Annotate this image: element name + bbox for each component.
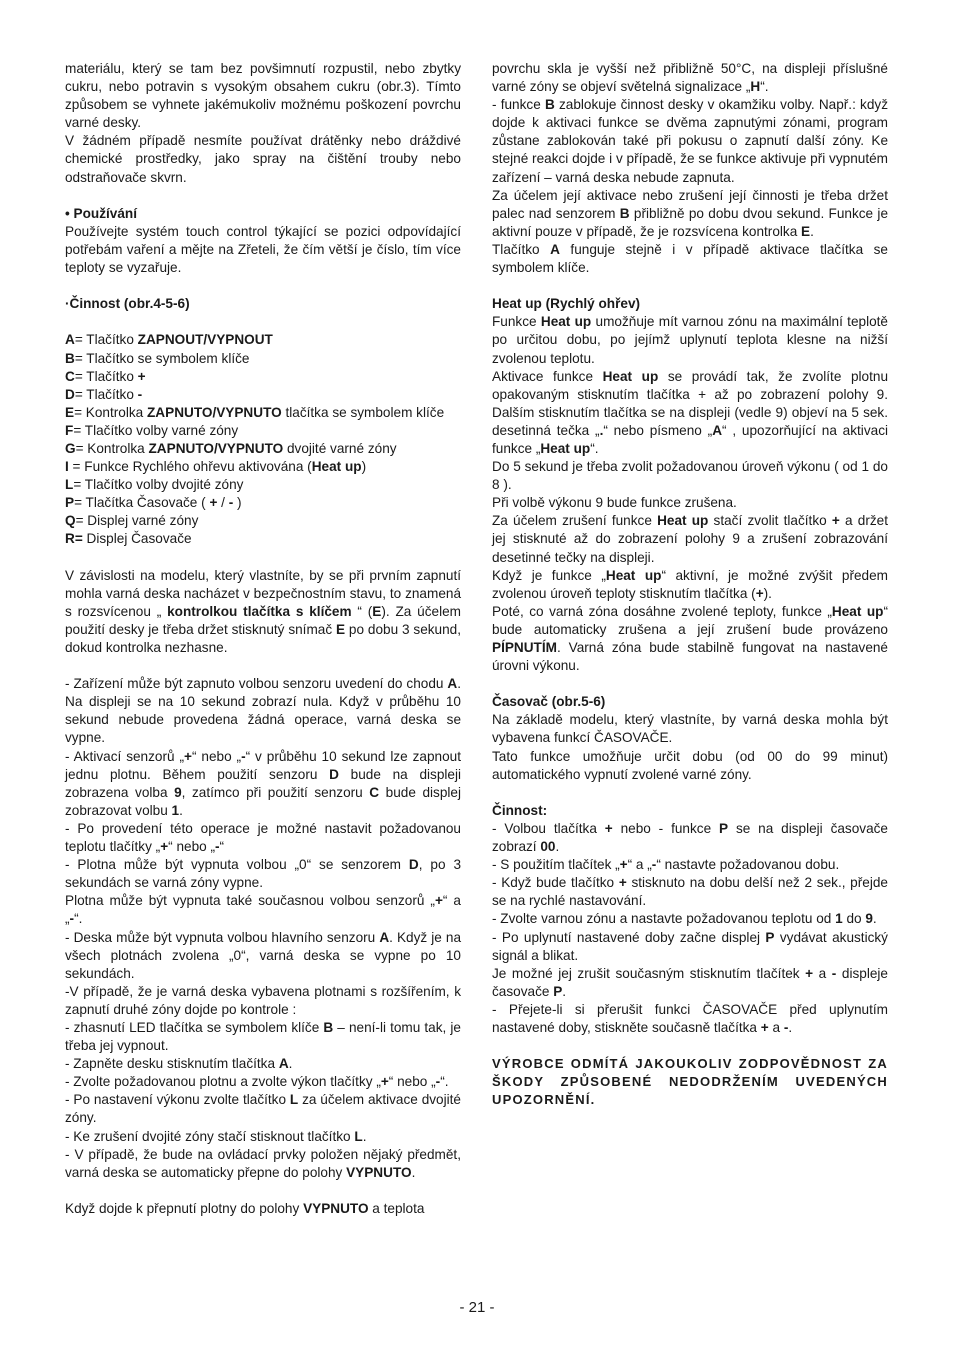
paragraph: materiálu, který se tam bez povšimnutí rozpustil, nebo zbytky cukru, nebo potravin s vysokým obsahem cukru (obr.3). Tímto způsobem se vyhnete jakémukoliv možnému poškození povrchu varné desky. (65, 61, 461, 131)
paragraph: - Zvolte požadovanou plotnu a zvolte výkon tlačítky „+“ nebo „-“. (65, 1074, 449, 1090)
paragraph-spacer (65, 549, 461, 567)
paragraph: F= Tlačítko volby varné zóny (65, 422, 239, 438)
paragraph-spacer (65, 187, 461, 205)
paragraph-spacer (65, 657, 461, 675)
paragraph: -V případě, že je varná deska vybavena plotnami s rozšířením, k zapnutí druhé zóny dojde po kontrole : (65, 983, 461, 1017)
paragraph: Do 5 sekund je třeba zvolit požadovanou úroveň výkonu ( od 1 do 8 ). (492, 459, 888, 493)
paragraph-spacer (492, 784, 888, 802)
paragraph: • Používání (65, 205, 137, 221)
paragraph-spacer (492, 1037, 888, 1055)
paragraph: Když dojde k přepnutí plotny do polohy VYPNUTO a teplota (65, 1200, 425, 1216)
left-column (65, 60, 461, 1218)
paragraph: - Plotna může být vypnuta volbou „0“ se senzorem D, po 3 sekundách se varná zóny vypne. (65, 857, 461, 891)
right-column (492, 60, 888, 1109)
paragraph-spacer (65, 1182, 461, 1200)
paragraph: Činnost: (492, 802, 548, 818)
paragraph: Časovač (obr.5-6) (492, 694, 606, 710)
paragraph: - Ke zrušení dvojité zóny stačí stisknout tlačítko L. (65, 1128, 367, 1144)
paragraph-spacer (492, 277, 888, 295)
page-number: - 21 - (459, 1299, 495, 1316)
paragraph: Používejte systém touch control týkající se pozici odpovídající potřebám vaření a mějte na Zřeteli, že čím větší je číslo, tím více teploty se vyzařuje. (65, 223, 461, 276)
warning-notice: VÝROBCE ODMÍTÁ JAKOUKOLIV ZODPOVĚDNOST ZA ŠKODY ZPŮSOBENÉ NEDODRŽENÍM UVEDENÝCH UPOZORNĚNÍ. (492, 1056, 888, 1108)
paragraph: - S použitím tlačítek „+“ a „-“ nastavte požadovanou dobu. (492, 857, 840, 873)
paragraph: - V případě, že bude na ovládací prvky položen nějaký předmět, varná deska se automaticky přepne do polohy VYPNUTO. (65, 1146, 461, 1180)
paragraph: - Zařízení může být zapnuto volbou senzoru uvedení do chodu A. Na displeji se na 10 sekund zobrazí nula. Když v průběhu 10 sekund nebude provedena žádná operace, varná deska se vypne. (65, 676, 461, 746)
paragraph: P= Tlačítka Časovače ( + / - ) (65, 495, 242, 511)
paragraph: Tlačítko A funguje stejně i v případě aktivace tlačítka se symbolem klíče. (492, 241, 888, 276)
paragraph: Plotna může být vypnuta také současnou volbou senzorů „+“ a „-“. (65, 893, 461, 927)
paragraph: - Po uplynutí nastavené doby začne displej P vydávat akustický signál a blikat. (492, 929, 888, 963)
paragraph: - Když bude tlačítko + stisknuto na dobu delší než 2 sek., přejde se na rychlé nastavování. (492, 875, 888, 909)
paragraph: I = Funkce Rychlého ohřevu aktivována (Heat up) (65, 459, 367, 475)
paragraph: - Přejete-li si přerušit funkci ČASOVAČE před uplynutím nastavené doby, stiskněte současně tlačítka + a -. (492, 1001, 888, 1035)
paragraph: ·Činnost (obr.4-5-6) (65, 296, 190, 312)
paragraph: Když je funkce „Heat up“ aktivní, je možné zvýšit předem zvolenou úroveň teploty stisknutím tlačítka (+). (492, 567, 888, 601)
paragraph: - funkce B zablokuje činnost desky v okamžiku volby. Např.: když dojde k aktivaci funkce se dvěma zapnutými zónami, program zůstane zablokován také při pokusu o zapnutí další zóny. Ke stejné reakci dojde i v případě, že se funkce aktivuje při vypnutém zařízení – varná deska nebude zapnuta. (492, 97, 888, 185)
paragraph: - zhasnutí LED tlačítka se symbolem klíče B – není-li tomu tak, je třeba jej vypnout. (65, 1019, 461, 1054)
paragraph: C= Tlačítko + (65, 368, 146, 384)
paragraph: R= Displej Časovače (65, 531, 192, 547)
paragraph: V závislosti na modelu, který vlastníte, by se při prvním zapnutí mohla varná deska nacházet v bezpečnostním stavu, to znamená s rozsvícenou „ kontrolkou tlačítka s klíčem “ (E). Za účelem použití desky je třeba držet stisknutý snímač E po dobu 3 sekund, dokud kontrolka nezhasne. (65, 567, 462, 655)
paragraph: Za účelem zrušení funkce Heat up stačí zvolit tlačítko + a držet jej stisknuté až do zobrazení polohy 9 a zrušení zobrazování desetinné tečky na displeji. (492, 513, 888, 565)
paragraph: L= Tlačítko volby dvojité zóny (65, 477, 244, 493)
paragraph: B= Tlačítko se symbolem klíče (65, 350, 250, 366)
paragraph-spacer (65, 277, 461, 295)
paragraph: E= Kontrolka ZAPNUTO/VYPNUTO tlačítka se symbolem klíče (65, 404, 445, 420)
paragraph: V žádném případě nesmíte používat drátěnky nebo dráždivé chemické prostředky, jako spray na čištění trouby nebo odstraňovače skvrn. (65, 133, 461, 185)
paragraph: - Zvolte varnou zónu a nastavte požadovanou teplotu od 1 do 9. (492, 911, 877, 927)
paragraph: Aktivace funkce Heat up se provádí tak, že zvolíte plotnu opakovaným stisknutím tlačítka + až po zobrazení polohy 9. Dalším stisknutím tlačítka se na displeji (vedle 9) objeví na 5 sek. desetinná tečka „.“ nebo písmeno „A“ , upozorňující na aktivaci funkce „Heat up“. (492, 368, 889, 456)
paragraph: D= Tlačítko - (65, 386, 143, 402)
paragraph: - Po provedení této operace je možné nastavit požadovanou teplotu tlačítky „+“ nebo „-“ (65, 820, 461, 855)
paragraph-spacer (65, 313, 461, 331)
paragraph: Poté, co varná zóna dosáhne zvolené teploty, funkce „Heat up“ bude automaticky zrušena a její zrušení bude provázeno PÍPNUTÍM. Varná zóna bude stabilně fungovat na nastavené úrovni výkonu. (492, 603, 888, 674)
paragraph: G= Kontrolka ZAPNUTO/VYPNUTO dvojité varné zóny (65, 440, 397, 456)
paragraph: Heat up (Rychlý ohřev) (492, 296, 641, 312)
paragraph: Q= Displej varné zóny (65, 513, 199, 529)
paragraph: Je možné jej zrušit současným stisknutím tlačítek + a - displeje časovače P. (492, 965, 888, 999)
paragraph: Funkce Heat up umožňuje mít varnou zónu na maximální teplotě po určitou dobu, po jejímž uplynutí teplota klesne na nižší zvolenou teplotu. (492, 314, 888, 366)
paragraph: - Deska může být vypnuta volbou hlavního senzoru A. Když je na všech plotnách zvolena „0“, varná deska se vypne po 10 sekundách. (65, 929, 462, 981)
paragraph: Za účelem její aktivace nebo zrušení její činnosti je třeba držet palec nad senzorem B přibližně po dobu dvou sekund. Funkce je aktivní pouze v případě, že je rozsvícena kontrolka E. (492, 187, 889, 239)
paragraph: Při volbě výkonu 9 bude funkce zrušena. (492, 495, 737, 511)
paragraph: povrchu skla je vyšší než přibližně 50°C, na displeji příslušné varné zóny se objeví světelná signalizace „H“. (492, 61, 888, 95)
paragraph: - Volbou tlačítka + nebo - funkce P se na displeji časovače zobrazí 00. (492, 820, 888, 855)
paragraph: - Zapněte desku stisknutím tlačítka A. (65, 1056, 293, 1072)
paragraph: A= Tlačítko ZAPNOUT/VYPNOUT (65, 332, 273, 348)
paragraph-spacer (492, 675, 888, 693)
paragraph: Tato funkce umožňuje určit dobu (od 00 do 99 minut) automatického vypnutí zvolené varné zóny. (492, 748, 888, 782)
paragraph: - Po nastavení výkonu zvolte tlačítko L za účelem aktivace dvojité zóny. (65, 1092, 461, 1126)
paragraph: - Aktivací senzorů „+“ nebo „-“ v průběhu 10 sekund lze zapnout jednu plotnu. Během použití senzoru D bude na displeji zobrazena volba 9, zatímco při použití senzoru C bude displej zobrazovat volbu 1. (65, 748, 462, 818)
paragraph: Na základě modelu, který vlastníte, by varná deska mohla být vybavena funkcí ČASOVAČE. (492, 712, 888, 746)
